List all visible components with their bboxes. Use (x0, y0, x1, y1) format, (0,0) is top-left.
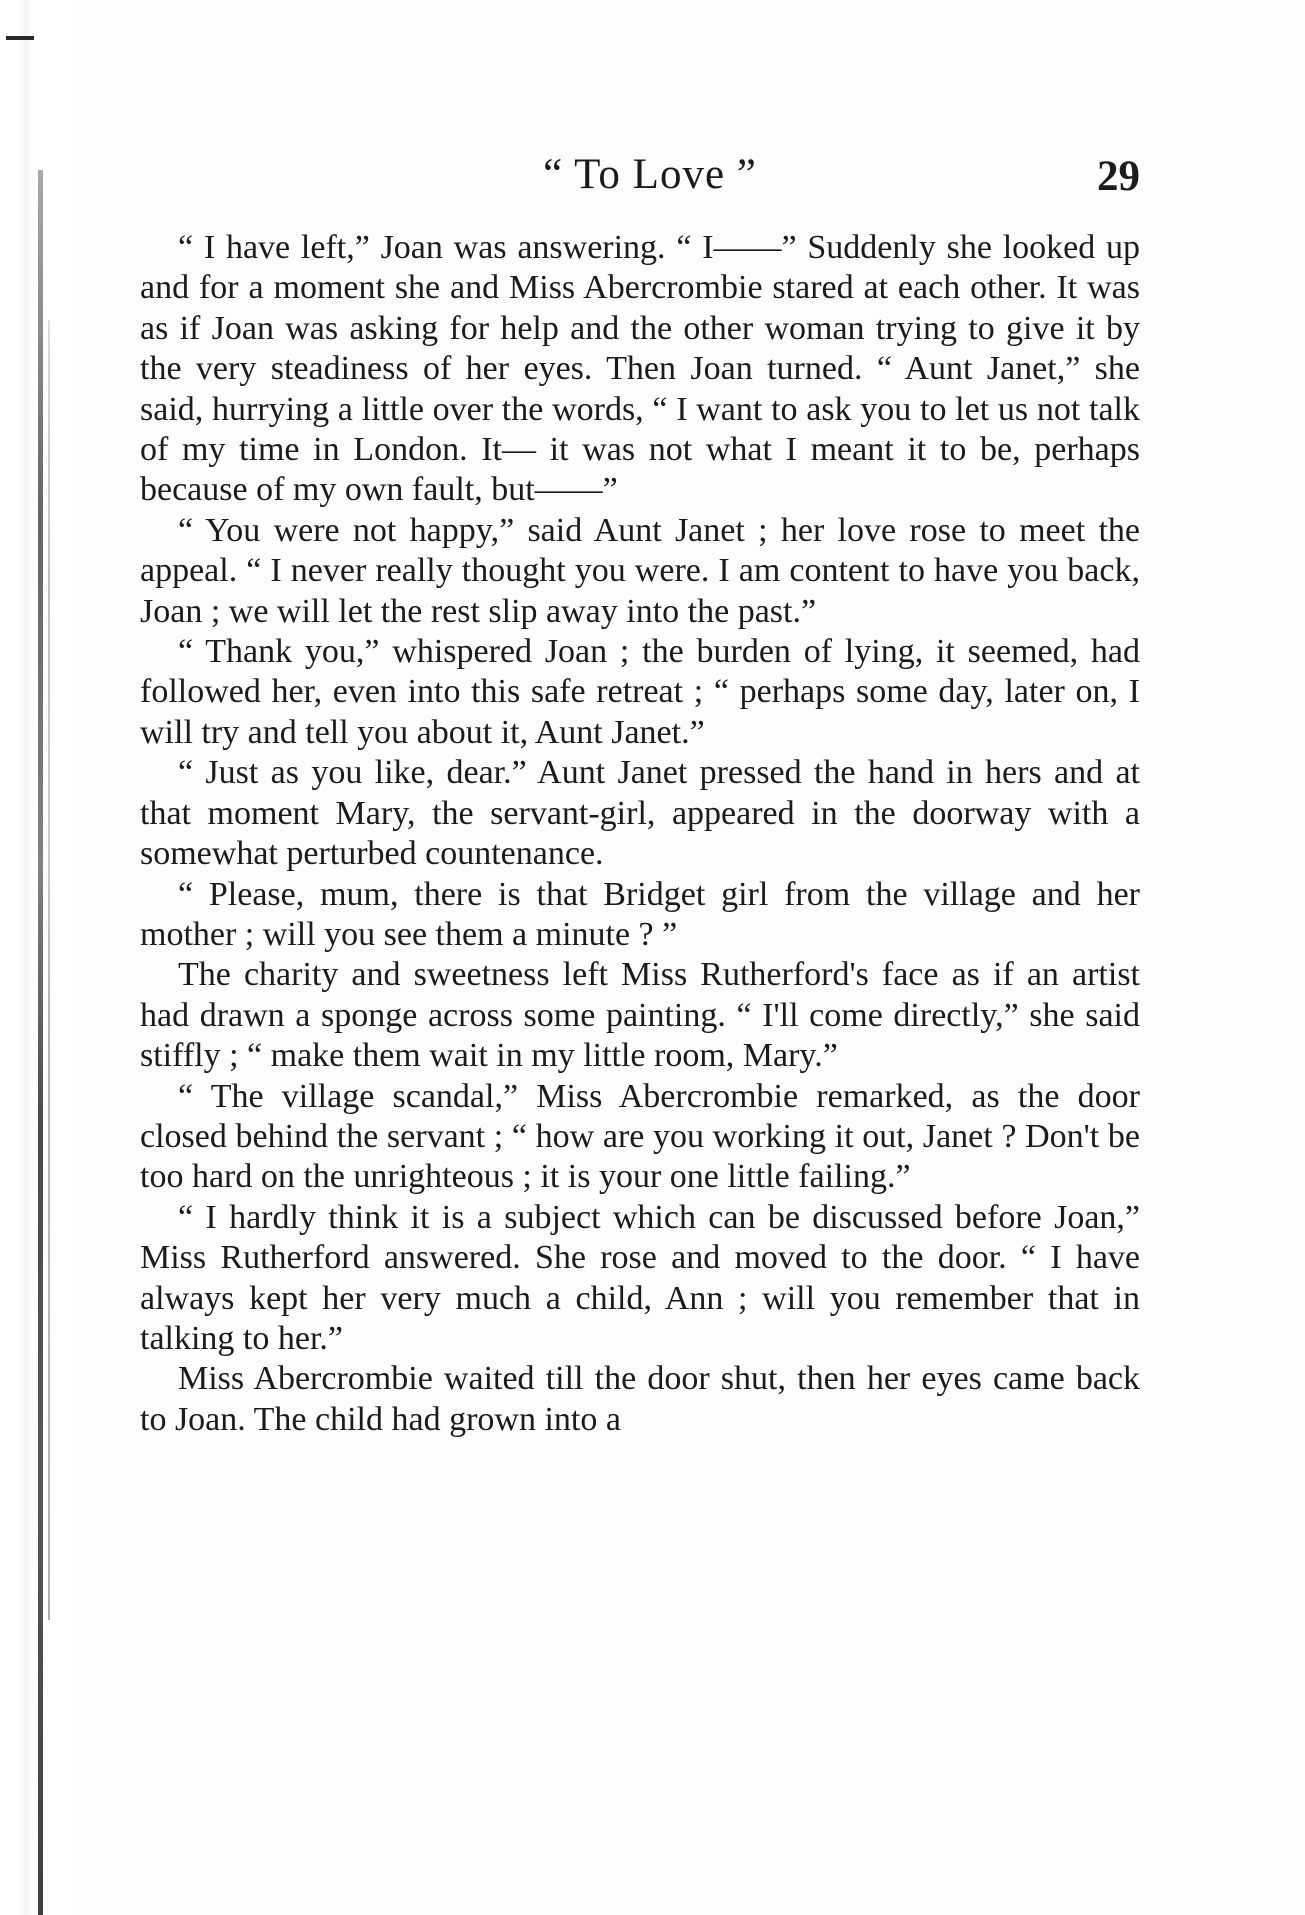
body-text (140, 228, 1140, 1440)
running-title: “ To Love ” (543, 151, 757, 198)
paragraph-3: “ Thank you,” whispered Joan ; the burden of lying, it seemed, had followed her, even into this safe retreat ; “ perhaps some day, later on, I will try and tell you about it, Aunt Janet.” (140, 633, 1140, 751)
paragraph-8: “ I hardly think it is a subject which can be discussed before Joan,” Miss Rutherford answered. She rose and moved to the door. “ I have always kept her very much a child, Ann ; will you remember that in talking to her.” (140, 1198, 1140, 1357)
paragraph-1: “ I have left,” Joan was answering. “ I——” Suddenly she looked up and for a moment she and Miss Abercrombie stared at each other. It was as if Joan was asking for help and the other woman trying to give it by the very steadiness of her eyes. Then Joan turned. “ Aunt Janet,” she said, hurrying a little over the words, “ I want to ask you to let us not talk of my time in London. It— it was not what I meant it to be, perhaps because of my own fault, but——” (140, 229, 1140, 509)
paragraph-4: “ Just as you like, dear.” Aunt Janet pressed the hand in hers and at that moment Mary, the servant-girl, appeared in the doorway with a somewhat perturbed countenance. (140, 754, 1140, 873)
paragraph-9: Miss Abercrombie waited till the door shut, then her eyes came back to Joan. The child had grown into a (140, 1360, 1140, 1438)
page-header (140, 150, 1140, 210)
page-number: 29 (1097, 153, 1140, 200)
paragraph-2: “ You were not happy,” said Aunt Janet ; her love rose to meet the appeal. “ I never really thought you were. I am content to have you back, Joan ; we will let the rest slip away into the past.” (140, 511, 1140, 630)
paragraph-6: The charity and sweetness left Miss Rutherford's face as if an artist had drawn a sponge across some painting. “ I'll come directly,” she said stiffly ; “ make them wait in my little room, Mary.” (140, 956, 1140, 1075)
scan-mark (6, 36, 34, 40)
paragraph-5: “ Please, mum, there is that Bridget girl from the village and her mother ; will you see them a minute ? ” (140, 875, 1140, 953)
binding-shadow (38, 170, 43, 1915)
binding-shadow-faint (48, 320, 50, 1620)
paragraph-7: “ The village scandal,” Miss Abercrombie remarked, as the door closed behind the servant ; “ how are you working it out, Janet ? Don't be too hard on the unrighteous ; it is your one little failing.” (140, 1077, 1140, 1196)
